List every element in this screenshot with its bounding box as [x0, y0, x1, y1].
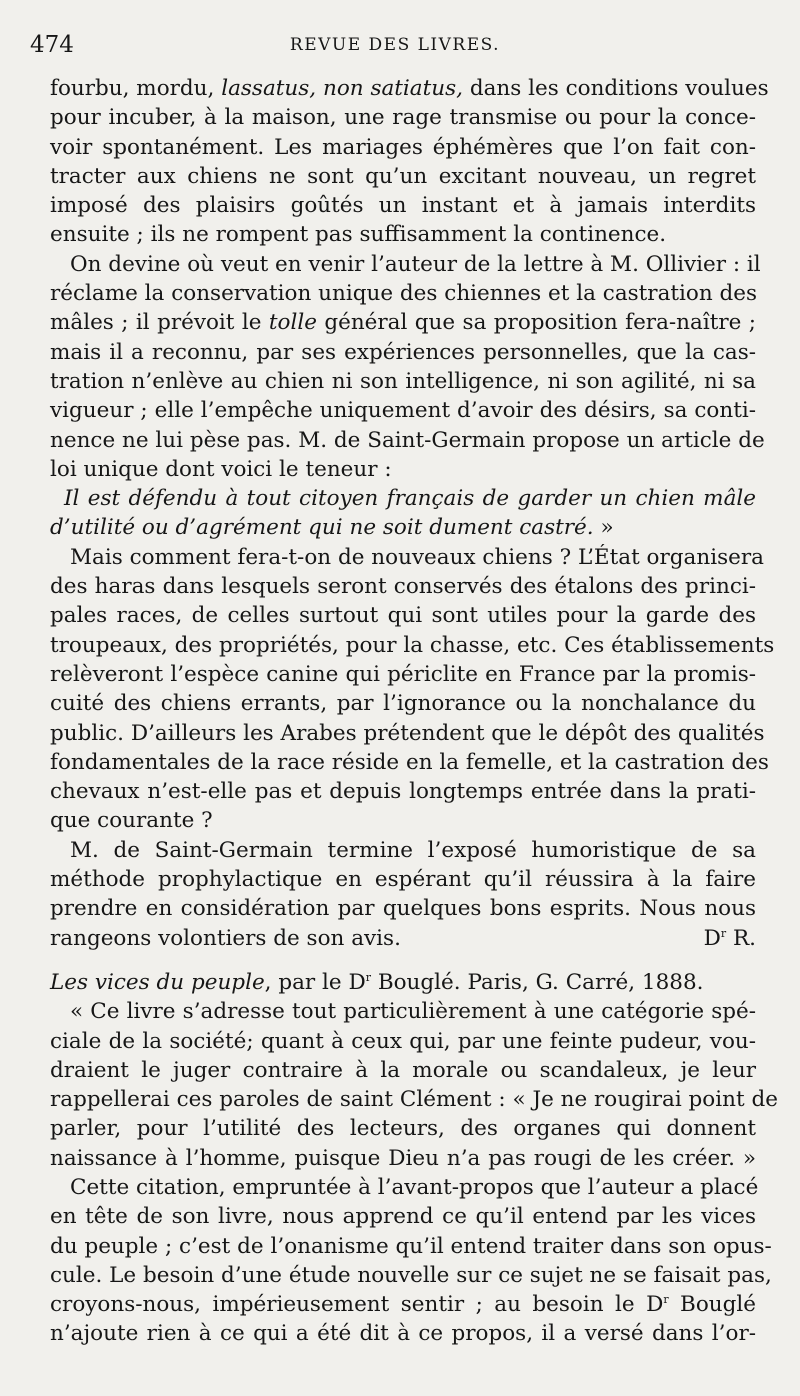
- superscript: r: [663, 1293, 669, 1307]
- text-line: méthode prophylactique en espérant qu’il réussira à la faire: [50, 867, 756, 893]
- law-quote-line: [50, 513, 756, 542]
- law-quote-text: d’utilité ou d’agrément qui ne soit dument castré.: [50, 515, 594, 541]
- page-body: [50, 74, 778, 1349]
- text-line: [50, 74, 769, 103]
- text-line: réclame la conservation unique des chiennes et la castration des: [50, 281, 758, 307]
- text-span: Bouglé: [668, 1292, 756, 1318]
- text-line: public. D’ailleurs les Arabes prétendent que le dépôt des qualités: [50, 720, 765, 746]
- text-line: vigueur ; elle l’empêche uniquement d’avoir des désirs, sa conti-: [50, 398, 756, 424]
- text-line: draient le juger contraire à la morale ou scandaleux, je leur: [50, 1057, 756, 1083]
- text-line: des haras dans lesquels seront conservés des étalons des princi-: [50, 574, 756, 600]
- review-saint-germain: [50, 74, 775, 953]
- text-span: général que sa proposition fera-naître ;: [316, 310, 756, 336]
- superscript: r: [365, 970, 371, 984]
- text-line: nence ne lui pèse pas. M. de Saint-Germain propose un article de: [50, 427, 765, 453]
- text-span: croyons-nous, impérieusement sentir ; au besoin le D: [50, 1292, 664, 1318]
- text-line: voir spontanément. Les mariages éphémères que l’on fait con-: [50, 134, 756, 160]
- running-title: REVUE DES LIVRES.: [289, 35, 501, 55]
- signature-part: D: [703, 925, 721, 951]
- book-title: Les vices du peuple: [50, 969, 265, 995]
- review-vices-du-peuple: [50, 968, 778, 1349]
- page-number: 474: [30, 32, 74, 58]
- text-line: naissance à l’homme, puisque Dieu n’a pas rougi de les créer. »: [50, 1145, 756, 1171]
- text-line: [50, 924, 756, 953]
- text-line: loi unique dont voici le teneur :: [50, 456, 392, 482]
- text-span: , par le D: [264, 969, 366, 995]
- text-line: chevaux n’est-elle pas et depuis longtemps entrée dans la prati-: [50, 779, 756, 805]
- text-line: tration n’enlève au chien ni son intelligence, ni son agilité, ni sa: [50, 368, 756, 394]
- text-span: fourbu, mordu,: [50, 76, 222, 101]
- text-line: tracter aux chiens ne sont qu’un excitant nouveau, un regret: [50, 163, 756, 189]
- section-gap: [50, 953, 756, 968]
- text-line: cule. Le besoin d’une étude nouvelle sur ce sujet ne se faisait pas,: [50, 1262, 772, 1288]
- text-line: Cette citation, empruntée à l’avant-propos que l’auteur a placé: [70, 1174, 759, 1200]
- text-line: relèveront l’espèce canine qui périclite en France par la promis-: [50, 661, 756, 687]
- text-span: dans les conditions voulues: [462, 76, 769, 101]
- text-line: rappellerai ces paroles de saint Clément : « Je ne rougirai point de: [50, 1087, 778, 1113]
- law-quote-text: Il est défendu à tout citoyen français de garder un chien mâle: [64, 486, 756, 512]
- page-header: [30, 32, 760, 62]
- text-line: On devine où veut en venir l’auteur de la lettre à M. Ollivier : il: [70, 251, 761, 277]
- text-line: pales races, de celles surtout qui sont utiles pour la garde des: [50, 603, 756, 629]
- text-line: troupeaux, des propriétés, pour la chasse, etc. Ces établissements: [50, 632, 775, 658]
- text-line: que courante ?: [50, 808, 213, 834]
- text-line: ciale de la société; quant à ceux qui, par une feinte pudeur, vou-: [50, 1028, 756, 1054]
- text-line: pour incuber, à la maison, une rage transmise ou pour la conce-: [50, 105, 756, 131]
- text-line: M. de Saint-Germain termine l’exposé humoristique de sa: [70, 837, 756, 863]
- text-span: rangeons volontiers de son avis.: [50, 925, 401, 951]
- text-line: fondamentales de la race réside en la femelle, et la castration des: [50, 749, 769, 775]
- book-title-line: [50, 968, 756, 997]
- text-line: n’ajoute rien à ce qui a été dit à ce propos, il a versé dans l’or-: [50, 1321, 756, 1347]
- closing-quote: »: [593, 515, 614, 541]
- text-line: imposé des plaisirs goûtés un instant et à jamais interdits: [50, 193, 756, 219]
- text-span: mâles ; il prévoit le: [50, 310, 269, 336]
- text-line: Mais comment fera-t-on de nouveaux chiens ? L’État organisera: [70, 544, 764, 570]
- text-line: ensuite ; ils ne rompent pas suffisamment la continence.: [50, 222, 667, 248]
- reviewer-signature: [704, 924, 756, 953]
- signature-superscript: r: [720, 926, 727, 940]
- text-line: [50, 308, 756, 337]
- latin-word: tolle: [268, 310, 317, 336]
- signature-part: R.: [726, 925, 756, 951]
- text-line: du peuple ; c’est de l’onanisme qu’il entend traiter dans son opus-: [50, 1233, 772, 1259]
- text-line: [50, 1290, 756, 1319]
- latin-phrase: lassatus, non satiatus,: [221, 76, 463, 101]
- text-line: parler, pour l’utilité des lecteurs, des organes qui donnent: [50, 1116, 756, 1142]
- text-line: « Ce livre s’adresse tout particulièrement à une catégorie spé-: [70, 999, 756, 1025]
- text-line: mais il a reconnu, par ses expériences personnelles, que la cas-: [50, 339, 756, 365]
- text-line: cuité des chiens errants, par l’ignorance ou la nonchalance du: [50, 691, 756, 717]
- law-quote-line: [50, 484, 756, 513]
- text-line: en tête de son livre, nous apprend ce qu’il entend par les vices: [50, 1204, 756, 1230]
- text-line: prendre en considération par quelques bons esprits. Nous nous: [50, 896, 756, 922]
- text-span: Bouglé. Paris, G. Carré, 1888.: [370, 969, 704, 995]
